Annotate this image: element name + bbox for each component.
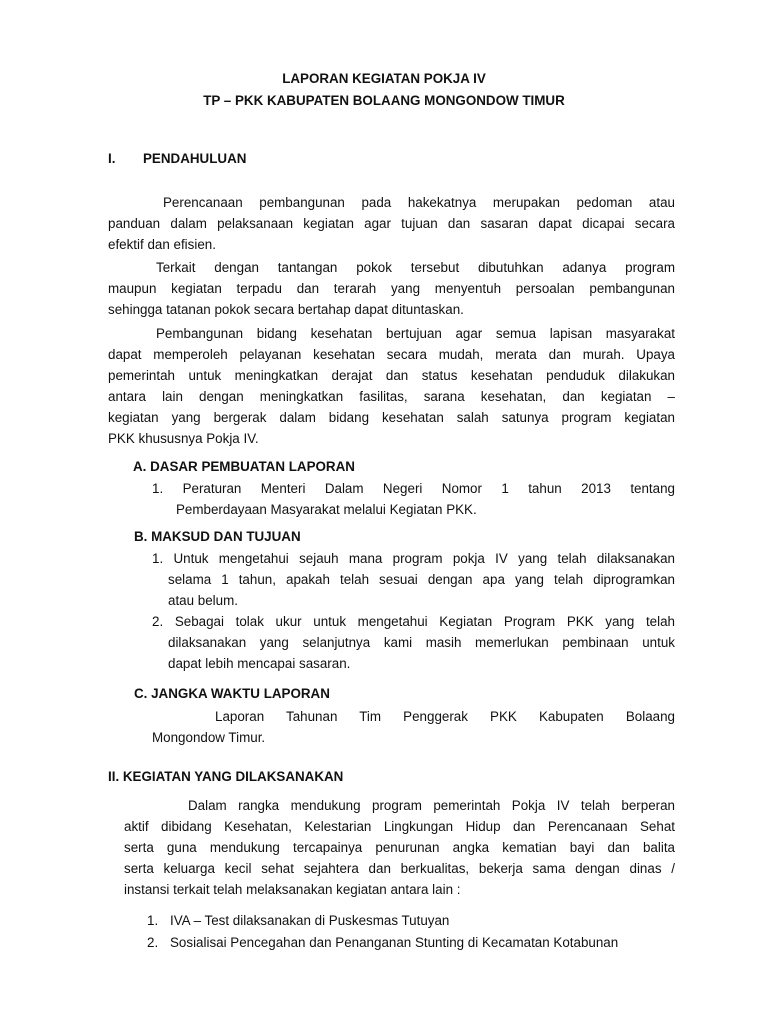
paragraph-line: dapat memperoleh pelayanan kesehatan secara mudah, merata dan murah. Upaya	[108, 347, 675, 362]
list-item: Sosialisai Pencegahan dan Penanganan Stunting di Kecamatan Kotabunan	[170, 935, 619, 950]
paragraph-line: serta guna mendukung tercapainya penurunan angka kematian bayi dan balita	[124, 840, 675, 855]
paragraph-line: Terkait dengan tantangan pokok tersebut dibutuhkan adanya program	[156, 260, 675, 275]
subsection-b-heading: B. MAKSUD DAN TUJUAN	[134, 529, 301, 544]
list-item: 1. Peraturan Menteri Dalam Negeri Nomor 1 tahun 2013 tentang	[152, 481, 675, 496]
paragraph-line: kegiatan yang bergerak dalam bidang kesehatan salah satunya program kegiatan	[108, 410, 675, 425]
list-item: 2. Sebagai tolak ukur untuk mengetahui Kegiatan Program PKK yang telah	[152, 614, 675, 629]
document-subtitle: TP – PKK KABUPATEN BOLAANG MONGONDOW TIMUR	[203, 93, 565, 108]
document-title: LAPORAN KEGIATAN POKJA IV	[282, 71, 486, 86]
list-number: 2.	[147, 935, 159, 950]
paragraph-line: aktif dibidang Kesehatan, Kelestarian Lingkungan Hidup dan Perencanaan Sehat	[124, 819, 675, 834]
paragraph-line: Perencanaan pembangunan pada hakekatnya merupakan pedoman atau	[163, 195, 675, 210]
paragraph-line: serta keluarga kecil sehat sejahtera dan berkualitas, bekerja sama dengan dinas /	[124, 861, 675, 876]
paragraph-line: Laporan Tahunan Tim Penggerak PKK Kabupaten Bolaang	[215, 709, 675, 724]
list-number: 1.	[147, 913, 159, 928]
section-2-heading: II. KEGIATAN YANG DILAKSANAKAN	[108, 769, 344, 784]
list-item: 1. Untuk mengetahui sejauh mana program pokja IV yang telah dilaksanakan	[152, 551, 675, 566]
paragraph-line: efektif dan efisien.	[108, 237, 216, 252]
paragraph-line: maupun kegiatan terpadu dan terarah yang menyentuh persoalan pembangunan	[108, 281, 675, 296]
paragraph-line: panduan dalam pelaksanaan kegiatan agar tujuan dan sasaran dapat dicapai secara	[108, 216, 675, 231]
section-1-number: I.	[108, 151, 116, 166]
list-item-continuation: atau belum.	[168, 593, 238, 608]
paragraph-line: instansi terkait telah melaksanakan kegiatan antara lain :	[124, 882, 461, 897]
subsection-c-heading: C. JANGKA WAKTU LAPORAN	[134, 686, 330, 701]
list-item-continuation: dapat lebih mencapai sasaran.	[168, 656, 351, 671]
list-item-continuation: dilaksanakan yang selanjutnya kami masih memerlukan pembinaan untuk	[168, 635, 675, 650]
list-item-continuation: Pemberdayaan Masyarakat melalui Kegiatan PKK.	[176, 502, 477, 517]
paragraph-line: pemerintah untuk meningkatkan derajat dan status kesehatan penduduk dilakukan	[108, 368, 675, 383]
paragraph-line: sehingga tatanan pokok secara bertahap dapat dituntaskan.	[108, 302, 464, 317]
section-1-heading: PENDAHULUAN	[143, 151, 247, 166]
paragraph-line: Mongondow Timur.	[152, 730, 266, 745]
list-item-continuation: selama 1 tahun, apakah telah sesuai dengan apa yang telah diprogramkan	[168, 572, 675, 587]
paragraph-line: Dalam rangka mendukung program pemerintah Pokja IV telah berperan	[188, 798, 675, 813]
paragraph-line: antara lain dengan meningkatkan fasilitas, sarana kesehatan, dan kegiatan –	[108, 389, 675, 404]
list-item: IVA – Test dilaksanakan di Puskesmas Tutuyan	[170, 913, 450, 928]
paragraph-line: Pembangunan bidang kesehatan bertujuan agar semua lapisan masyarakat	[156, 326, 675, 341]
subsection-a-heading: A. DASAR PEMBUATAN LAPORAN	[133, 459, 355, 474]
paragraph-line: PKK khususnya Pokja IV.	[108, 431, 259, 446]
